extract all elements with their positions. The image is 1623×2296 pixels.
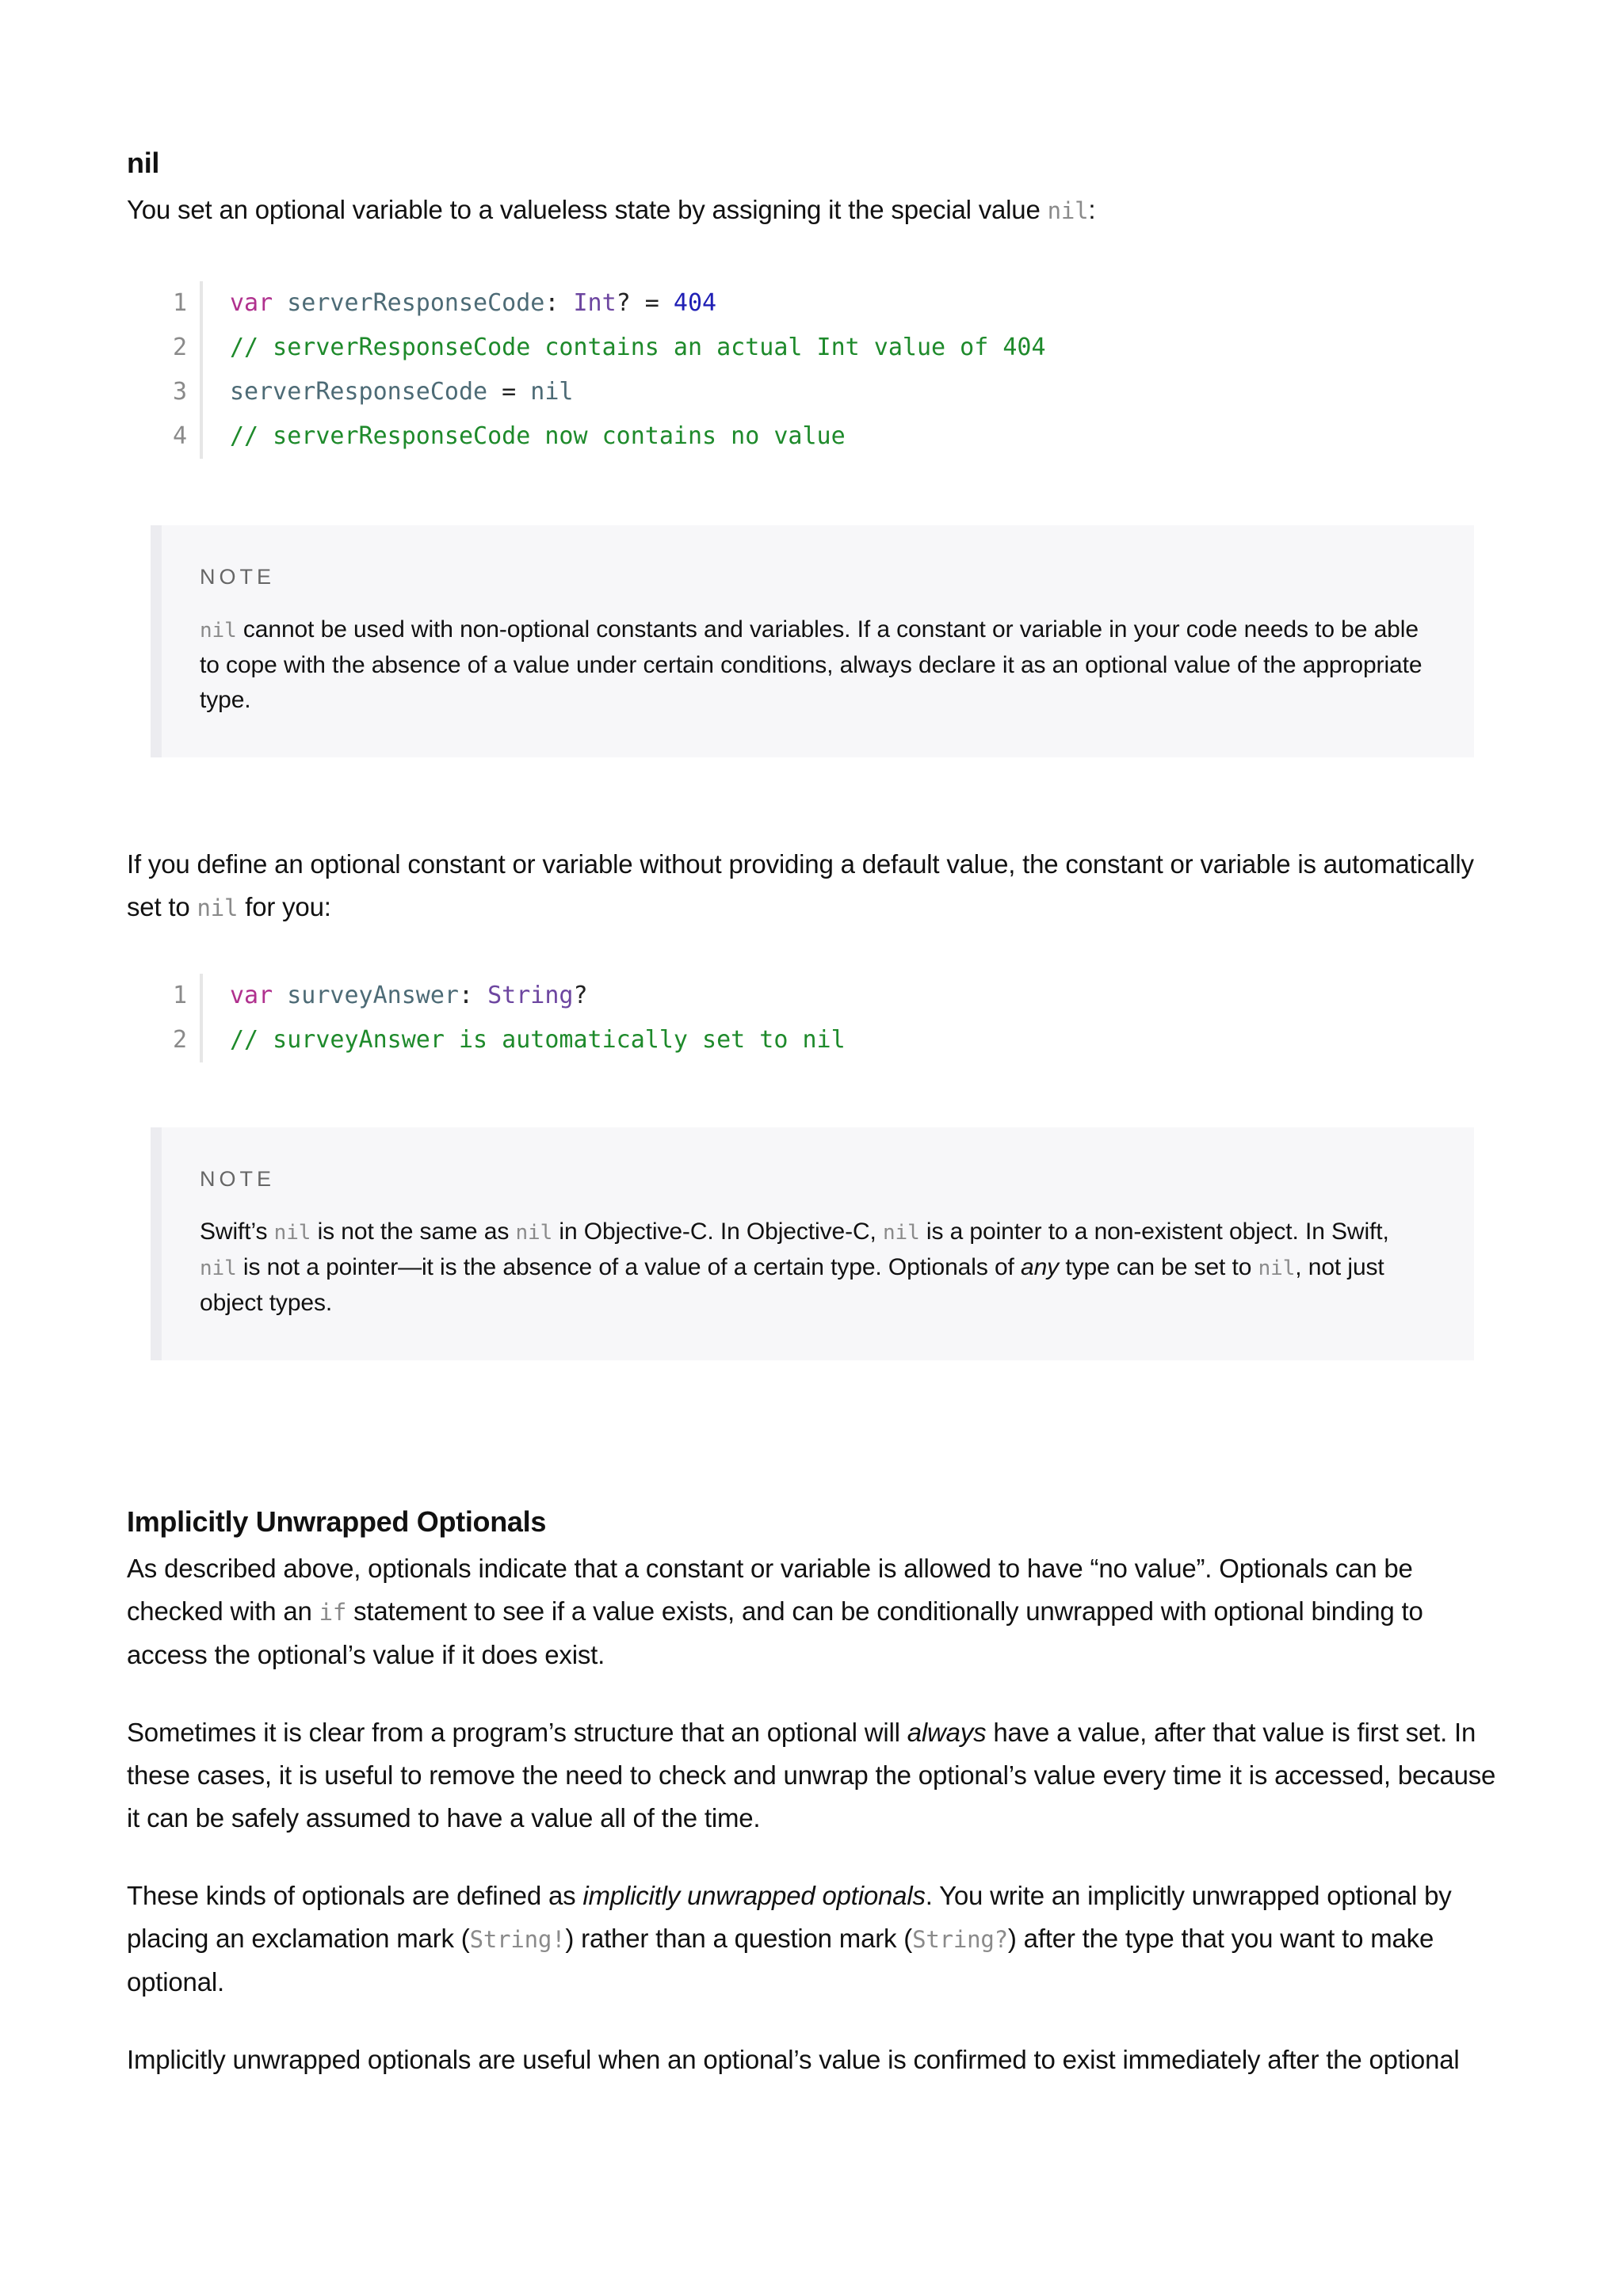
inline-code: nil (883, 1221, 920, 1245)
note-box-1 (151, 525, 1474, 757)
line-number: 2 (172, 334, 187, 361)
note-title: NOTE (200, 1167, 276, 1191)
text: for you: (238, 892, 331, 921)
emphasis: implicitly unwrapped optionals (582, 1881, 926, 1910)
emphasis: always (907, 1718, 987, 1747)
code-line (151, 326, 1506, 370)
comment: // serverResponseCode now contains no value (230, 422, 846, 450)
identifier: serverResponseCode (287, 289, 545, 317)
note-body (200, 1215, 1426, 1321)
inline-code: nil (273, 1221, 311, 1245)
text: cannot be used with non-optional constants and variables. If a constant or variable in your code needs to be able to cope with the absence of a value under certain conditions, always declare it as an optional value of the appropriate type. (200, 616, 1423, 713)
line-number: 4 (172, 422, 187, 450)
section-heading-iuo: Implicitly Unwrapped Optionals (127, 1505, 547, 1538)
text: have a value, after that value is first set. In these cases, it is useful to remove the need to check and unwrap the optional’s value every time it is accessed, because it can be safely assumed to have a value all of the time. (127, 1718, 1496, 1833)
keyword: var (230, 982, 273, 1009)
text: : (1088, 195, 1096, 224)
paragraph-iuo-4 (127, 2039, 1506, 2081)
identifier: surveyAnswer (287, 982, 459, 1009)
identifier: serverResponseCode (230, 378, 488, 406)
gutter-divider (200, 281, 203, 459)
note-body (200, 612, 1426, 718)
inline-code: nil (200, 619, 237, 643)
text: ) after the type that you want to make optional. (127, 1924, 1434, 1997)
text: You set an optional variable to a valueless state by assigning it the special value (127, 195, 1048, 224)
text: is a pointer to a non-existent object. In Swift, (919, 1219, 1389, 1245)
inline-code: String! (469, 1926, 566, 1953)
paragraph-iuo-1 (127, 1547, 1506, 1676)
keyword: var (230, 289, 273, 317)
comment: // serverResponseCode contains an actual Int value of 404 (230, 334, 1046, 361)
section-heading-nil: nil (127, 147, 160, 179)
text: . You write an implicitly unwrapped optional by placing an exclamation mark ( (127, 1881, 1452, 1953)
text: statement to see if a value exists, and can be conditionally unwrapped with optional binding to access the optional’s value if it does exist. (127, 1596, 1423, 1669)
code-line (151, 370, 1506, 414)
type-name: String (487, 982, 574, 1009)
text: , not just object types. (200, 1254, 1384, 1316)
operator: ? = (616, 289, 674, 317)
keyword: nil (530, 378, 574, 406)
emphasis: any (1021, 1254, 1060, 1280)
type-name: Int (573, 289, 617, 317)
number-literal: 404 (673, 289, 717, 317)
inline-code: if (319, 1599, 347, 1626)
paragraph-iuo-3 (127, 1875, 1506, 2004)
code-block-2 (151, 974, 1506, 1062)
inline-code: String? (912, 1926, 1008, 1953)
comment: // surveyAnswer is automatically set to nil (230, 1026, 846, 1054)
note-box-2 (151, 1127, 1474, 1360)
text: ) rather than a question mark ( (565, 1924, 913, 1953)
paragraph-iuo-2 (127, 1711, 1506, 1840)
code-line (151, 1018, 1506, 1062)
text: is not the same as (311, 1219, 516, 1245)
text: As described above, optionals indicate that a constant or variable is allowed to have “no value”. Optionals can be checked with an (127, 1554, 1413, 1626)
line-number: 2 (172, 1026, 187, 1054)
text: If you define an optional constant or variable without providing a default value, the constant or variable is automatically set to (127, 849, 1474, 921)
inline-code: nil (515, 1221, 553, 1245)
document-content (127, 143, 1506, 2081)
gutter-divider (200, 974, 203, 1062)
paragraph-default-nil (127, 843, 1506, 929)
text: These kinds of optionals are defined as (127, 1881, 583, 1910)
punctuation: : (459, 982, 488, 1009)
inline-code: nil (200, 1257, 237, 1280)
operator: = (487, 378, 531, 406)
code-line (151, 281, 1506, 326)
line-number: 1 (172, 289, 187, 317)
text: Swift’s (200, 1219, 274, 1245)
punctuation: : (544, 289, 574, 317)
code-line (151, 414, 1506, 459)
text: type can be set to (1059, 1254, 1258, 1280)
line-number: 3 (172, 378, 187, 406)
text: in Objective-C. In Objective-C, (552, 1219, 883, 1245)
intro-paragraph (127, 189, 1506, 232)
code-block-1 (151, 281, 1506, 459)
operator: ? (573, 982, 588, 1009)
note-title: NOTE (200, 565, 276, 589)
inline-code: nil (1047, 197, 1089, 224)
text: Sometimes it is clear from a program’s structure that an optional will (127, 1718, 907, 1747)
inline-code: nil (1258, 1257, 1296, 1280)
inline-code: nil (197, 894, 239, 921)
text: is not a pointer—it is the absence of a value of a certain type. Optionals of (236, 1254, 1022, 1280)
code-line (151, 974, 1506, 1018)
text: Implicitly unwrapped optionals are useful when an optional’s value is confirmed to exist immediately after the optional (127, 2045, 1460, 2074)
line-number: 1 (172, 982, 187, 1009)
